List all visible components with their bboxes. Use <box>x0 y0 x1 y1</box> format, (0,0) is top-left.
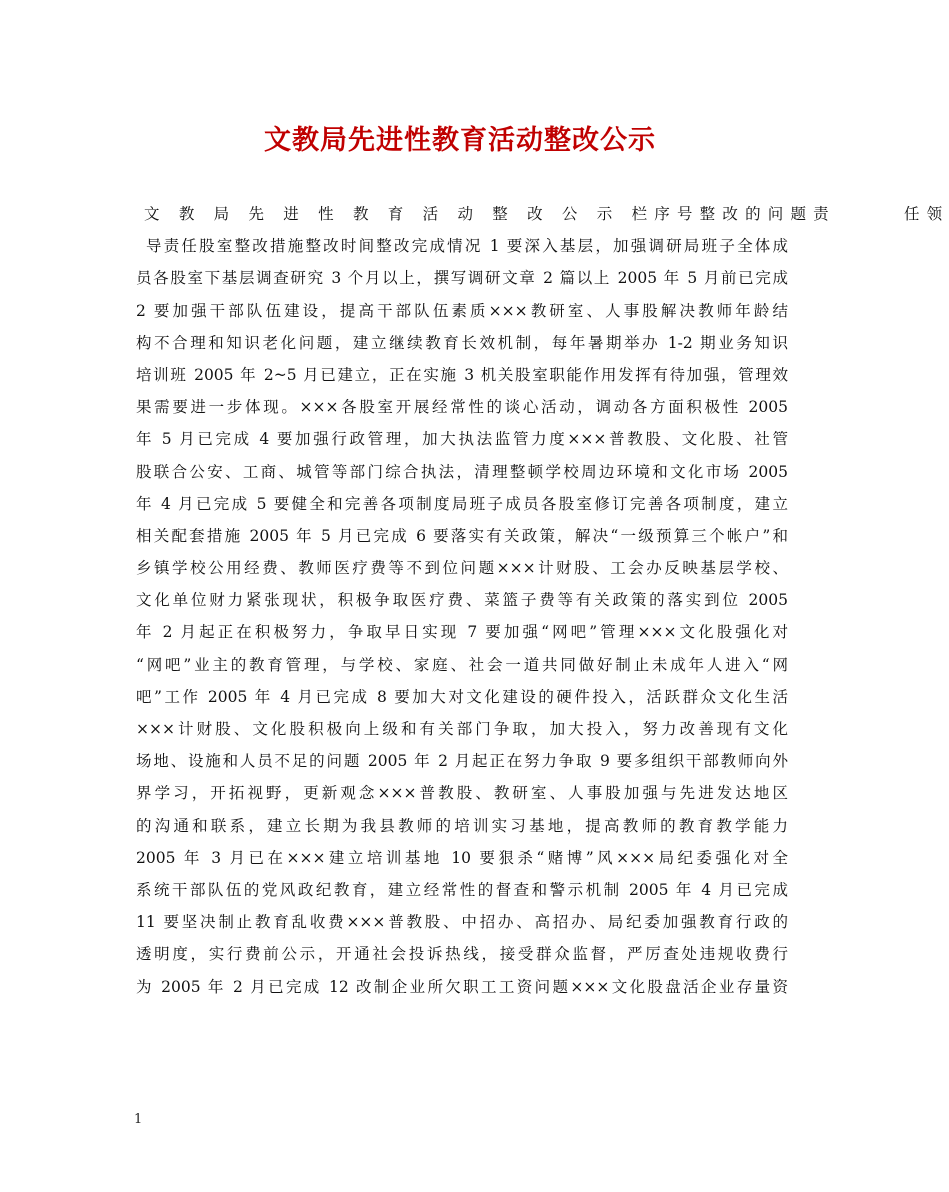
body-line: 乡镇学校公用经费、教师医疗费等不到位问题×××计财股、工会办反映基层学校、 <box>136 559 788 578</box>
body-line: 界学习，开拓视野，更新观念×××普教股、教研室、人事股加强与先进发达地区 <box>136 784 788 803</box>
body-line: ×××计财股、文化股积极向上级和有关部门争取，加大投入，努力改善现有文化 <box>136 720 788 738</box>
body-line: 年 5 月已完成 4 要加强行政管理，加大执法监管力度×××普教股、文化股、社管 <box>136 430 788 449</box>
body-line: 为 2005 年 2 月已完成 12 改制企业所欠职工工资问题×××文化股盘活企业存量资 <box>136 977 788 996</box>
body-line: 文化单位财力紧张现状，积极争取医疗费、菜篮子费等有关政策的落实到位 2005 <box>136 591 788 610</box>
body-line: 员各股室下基层调查研究 3 个月以上，撰写调研文章 2 篇以上 2005 年 5 月前已完成 <box>136 269 788 288</box>
body-line: 年 2 月起正在积极努力，争取早日实现 7 要加强“网吧”管理×××文化股强化对 <box>136 623 788 642</box>
body-line: 相关配套措施 2005 年 5 月已完成 6 要落实有关政策，解决“一级预算三个帐户”和 <box>136 526 788 545</box>
body-line: 股联合公安、工商、城管等部门综合执法，清理整顿学校周边环境和文化市场 2005 <box>136 462 788 481</box>
body-line: 透明度，实行费前公示，开通社会投诉热线，接受群众监督，严厉查处违规收费行 <box>136 945 788 964</box>
body-line: 吧”工作 2005 年 4 月已完成 8 要加大对文化建设的硬件投入，活跃群众文化生活 <box>136 687 788 706</box>
body-line: 导责任股室整改措施整改时间整改完成情况 1 要深入基层，加强调研局班子全体成 <box>146 237 788 256</box>
body-line: 2 要加强干部队伍建设，提高干部队伍素质×××教研室、人事股解决教师年龄结 <box>136 301 788 320</box>
page-number: 1 <box>134 1112 143 1127</box>
document-body <box>136 198 949 1003</box>
body-line: 2005 年 3 月已在×××建立培训基地 10 要狠杀“赌博”风×××局纪委强化对全 <box>136 848 788 867</box>
body-line: 系统干部队伍的党风政纪教育，建立经常性的督查和警示机制 2005 年 4 月已完成 <box>136 880 788 899</box>
body-line: 培训班 2005 年 2~5 月已建立，正在实施 3 机关股室职能作用发挥有待加强，管理效 <box>136 365 788 384</box>
body-line: “网吧”业主的教育管理，与学校、家庭、社会一道共同做好制止未成年人进入“网 <box>136 655 788 674</box>
body-line: 场地、设施和人员不足的问题 2005 年 2 月起正在努力争取 9 要多组织干部教师向外 <box>136 752 788 771</box>
body-line: 的沟通和联系，建立长期为我县教师的培训实习基地，提高教师的教育教学能力 <box>136 816 788 835</box>
body-line: 果需要进一步体现。×××各股室开展经常性的谈心活动，调动各方面积极性 2005 <box>136 398 788 417</box>
document-title: 文教局先进性教育活动整改公示 <box>264 125 656 156</box>
body-line: 11 要坚决制止教育乱收费×××普教股、中招办、高招办、局纪委加强教育行政的 <box>136 913 788 932</box>
body-line: 构不合理和知识老化问题，建立继续教育长效机制，每年暑期举办 1-2 期业务知识 <box>136 333 788 352</box>
body-line: 年 4 月已完成 5 要健全和完善各项制度局班子成员各股室修订完善各项制度，建立 <box>136 494 788 513</box>
body-line: 文 教 局 先 进 性 教 育 活 动 整 改 公 示 栏序号整改的问题责 任领 <box>144 205 949 223</box>
